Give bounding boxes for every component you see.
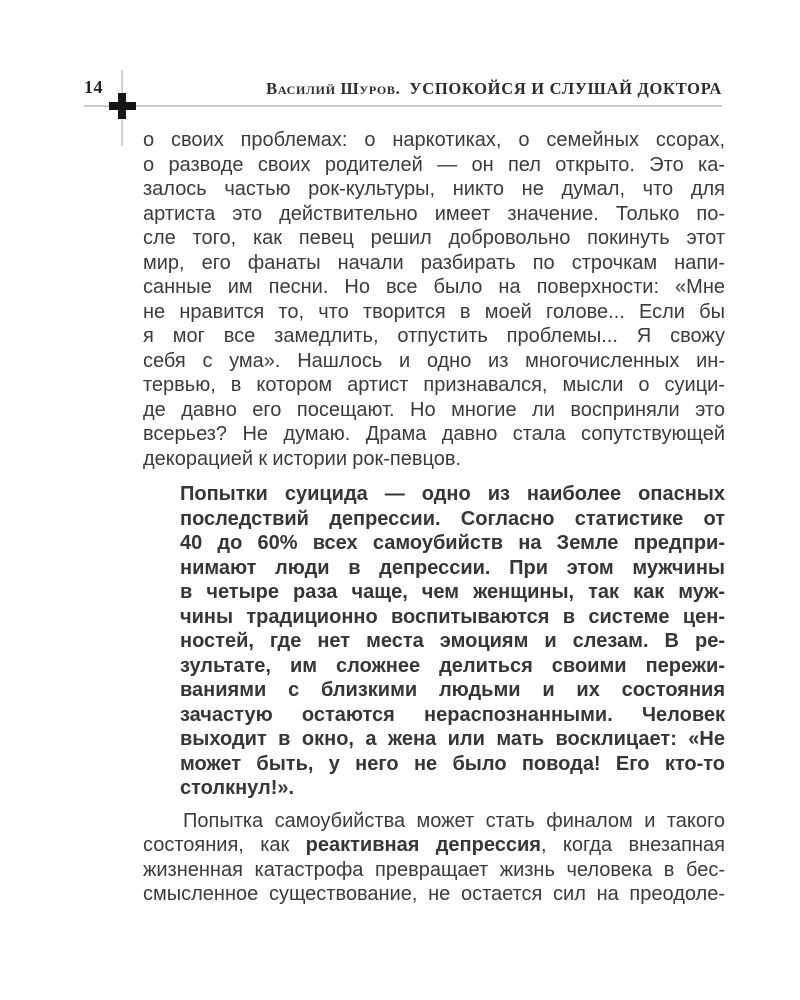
text-segment: состояния, как xyxy=(143,834,306,856)
paragraph-reactive-depression xyxy=(143,809,725,907)
text-line: может быть, у него не было повода! Его кто-то xyxy=(180,752,725,775)
text-line: 40 до 60% всех самоубийств на Земле предпри- xyxy=(180,532,725,554)
text-line: ваниями с близкими людьми и их состояния xyxy=(180,679,725,701)
text-line: ностей, где нет места эмоциям и слезам. В ре- xyxy=(180,630,725,652)
text-line: Попытка самоубийства может стать финалом и такого xyxy=(183,809,725,832)
text-line: о разводе своих родителей — он пел открыто. Это ка- xyxy=(143,153,725,176)
text-line: тервью, в котором артист признавался, мысли о суици- xyxy=(143,374,725,396)
header-rule-line xyxy=(84,105,722,107)
text-line: санные им песни. Но все было на поверхности: «Мне xyxy=(143,276,725,298)
text-line: артиста это действительно имеет значение. Только по- xyxy=(143,202,725,225)
text-line: не нравится то, что творится в моей голове... Если бы xyxy=(143,300,725,323)
text-line: я мог все замедлить, отпустить проблемы... Я свожу xyxy=(143,325,725,347)
text-line: столкнул!». xyxy=(180,777,295,799)
text-line: Попытки суицида — одно из наиболее опасных xyxy=(180,483,725,505)
text-line: жизненная катастрофа превращает жизнь человека в бес- xyxy=(143,858,725,881)
text-line: нимают люди в депрессии. При этом мужчины xyxy=(180,556,725,579)
text-line: мир, его фанаты начали разбирать по строчкам напи- xyxy=(143,251,725,274)
paragraph-rock-singer xyxy=(143,128,725,471)
header-author: Василий Шуров. xyxy=(266,79,401,98)
text-line: смысленное существование, не остается сил на преодоле- xyxy=(143,883,725,905)
text-line: о своих проблемах: о наркотиках, о семейных ссорах, xyxy=(143,129,725,151)
text-line: последствий депрессии. Согласно статистике от xyxy=(180,507,725,530)
cross-ornament-icon xyxy=(118,93,126,119)
text-line: сле того, как певец решил добровольно покинуть этот xyxy=(143,227,725,249)
page-number: 14 xyxy=(84,77,103,97)
text-line: выходит в окно, а жена или мать восклицает: «Не xyxy=(180,728,725,750)
text-line: себя с ума». Нашлось и одно из многочисленных ин- xyxy=(143,349,725,372)
text-line: зультате, им сложнее делиться своими пережи- xyxy=(180,654,725,677)
text-line: залось частью рок-культуры, никто не думал, что для xyxy=(143,178,725,200)
text-line: де давно его посещают. Но многие ли восприняли это xyxy=(143,398,725,421)
running-header xyxy=(266,79,722,99)
text-line: в четыре раза чаще, чем женщины, так как муж- xyxy=(180,581,725,603)
text-line xyxy=(143,833,725,858)
text-line: всерьез? Не думаю. Драма давно стала сопутствующей xyxy=(143,423,725,445)
quote-block-suicide-statistics xyxy=(180,482,725,801)
text-segment-bold-term: реактивная депрессия xyxy=(305,834,541,856)
text-line: зачастую остаются нераспознанными. Человек xyxy=(180,703,725,726)
header-book-title: УСПОКОЙСЯ И СЛУШАЙ ДОКТОРА xyxy=(409,79,722,98)
text-segment: , когда внезапная xyxy=(540,834,725,856)
text-column xyxy=(143,128,725,907)
text-line: чины традиционно воспитываются в системе цен- xyxy=(180,605,725,628)
text-line: декорацией к истории рок-певцов. xyxy=(143,447,462,470)
